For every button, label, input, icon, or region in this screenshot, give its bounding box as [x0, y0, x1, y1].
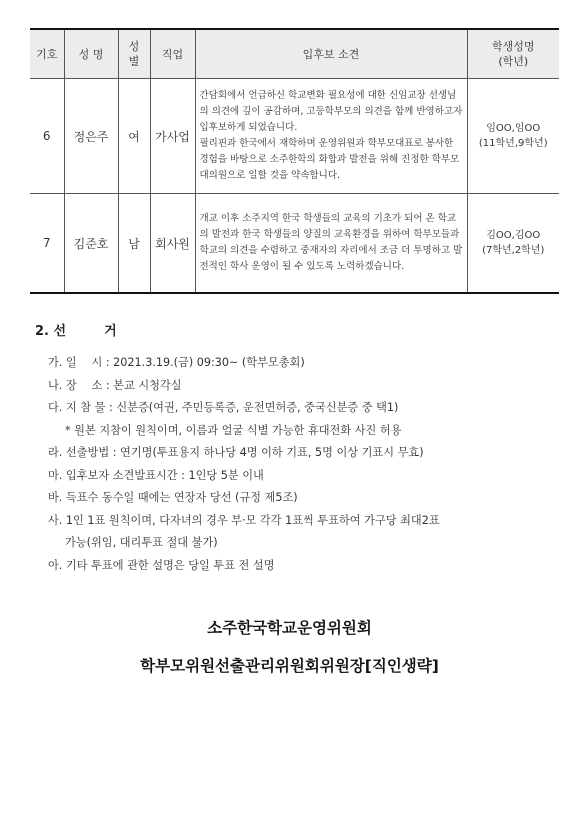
list-item	[48, 352, 560, 375]
section-heading	[35, 320, 119, 339]
candidate-job: 가사업	[150, 79, 195, 194]
item-value: : 연기명(투표용지 하나당 4명 이하 기표, 5명 이상 기표시 무효)	[112, 446, 424, 459]
section-number: 2. 선	[35, 324, 67, 339]
committee-chair: 학부모위원선출관리위원회위원장[직인생략]	[140, 657, 439, 675]
item-key: 마. 입후보자 소견발표시간	[48, 468, 178, 482]
item-key: 아. 기타 투표에 관한 설명은 당일 투표 전 설명	[48, 558, 275, 572]
candidate-children: 김OO,김OO (7학년,2학년)	[467, 194, 559, 294]
candidate-statement: 개교 이후 소주지역 한국 학생들의 교육의 기초가 되어 온 학교의 발전과 한국 학생들의 양질의 교육환경을 위하여 학부모들과 학교의 의견을 수렴하고 중재자의 자리에서 조금 더 투명하고 발전적인 학사 운영이 될 수 있도록 노력하겠습니다.	[195, 194, 467, 294]
item-key: 라. 선출방법	[48, 446, 110, 459]
candidate-table	[30, 28, 559, 294]
section-title: 거	[104, 324, 119, 339]
table-header-row	[30, 29, 559, 79]
item-key: 다. 지 참 물	[48, 401, 106, 414]
list-item	[48, 375, 560, 398]
candidate-name: 김준호	[64, 194, 118, 294]
list-item	[48, 442, 560, 465]
header-statement: 입후보 소견	[195, 29, 467, 79]
list-item	[48, 555, 560, 578]
item-key: 바. 득표수 동수일 때에는 연장자 당선	[48, 491, 232, 504]
item-value: : 2021.3.19.(금) 09:30~ (학부모총회)	[105, 356, 305, 369]
list-item-note	[48, 420, 560, 443]
item-key: 사. 1인 1표 원칙이며, 다자녀의 경우 부·모 각각 1표씩 투표하여 가구당 최대2표	[48, 513, 440, 527]
candidate-statement: 간담회에서 언급하신 학교변화 필요성에 대한 신임교장 선생님의 의견에 깊이 공감하며, 고등학부모의 의견을 함께 반영하고자 입후보하게 되었습니다. 필리핀과 한국에서 재학하며 운영위원과 학부모대표로 봉사한 경험을 바탕으로 소주한학의 화합과 발전을 위해 진정한 학부모 대의원으로 일할 것을 약속합니다.	[195, 79, 467, 194]
candidate-gender: 여	[118, 79, 150, 194]
table-row	[30, 79, 559, 194]
item-value: 가능(위임, 대리투표 절대 불가)	[65, 536, 218, 549]
item-value: : 신분증(여권, 주민등록증, 운전면허증, 중국신분증 중 택1)	[109, 401, 399, 414]
candidate-job: 회사원	[150, 194, 195, 294]
candidate-no: 6	[30, 79, 64, 194]
table-row	[30, 194, 559, 294]
item-value: : 1인당 5분 이내	[181, 468, 264, 482]
candidate-no: 7	[30, 194, 64, 294]
list-item-continuation	[48, 532, 560, 555]
candidate-name: 정은주	[64, 79, 118, 194]
header-no: 기호	[30, 29, 64, 79]
header-children: 학생성명 (학년)	[467, 29, 559, 79]
list-item	[48, 510, 560, 533]
list-item	[48, 465, 560, 488]
election-details	[48, 352, 560, 577]
header-gender: 성 별	[118, 29, 150, 79]
list-item	[48, 487, 560, 510]
candidate-children: 임OO,임OO (11학년,9학년)	[467, 79, 559, 194]
item-key: 가. 일 시	[48, 356, 103, 369]
item-value: (규정 제5조)	[235, 491, 298, 504]
list-item	[48, 397, 560, 420]
item-value: : 본교 시청각실	[105, 378, 182, 392]
item-value: * 원본 지참이 원칙이며, 이름과 얼굴 식별 가능한 휴대전화 사진 허용	[65, 423, 402, 437]
item-key: 나. 장 소	[48, 378, 103, 392]
candidate-gender: 남	[118, 194, 150, 294]
header-job: 직업	[150, 29, 195, 79]
header-name: 성 명	[64, 29, 118, 79]
organization-name: 소주한국학교운영위원회	[207, 619, 372, 637]
